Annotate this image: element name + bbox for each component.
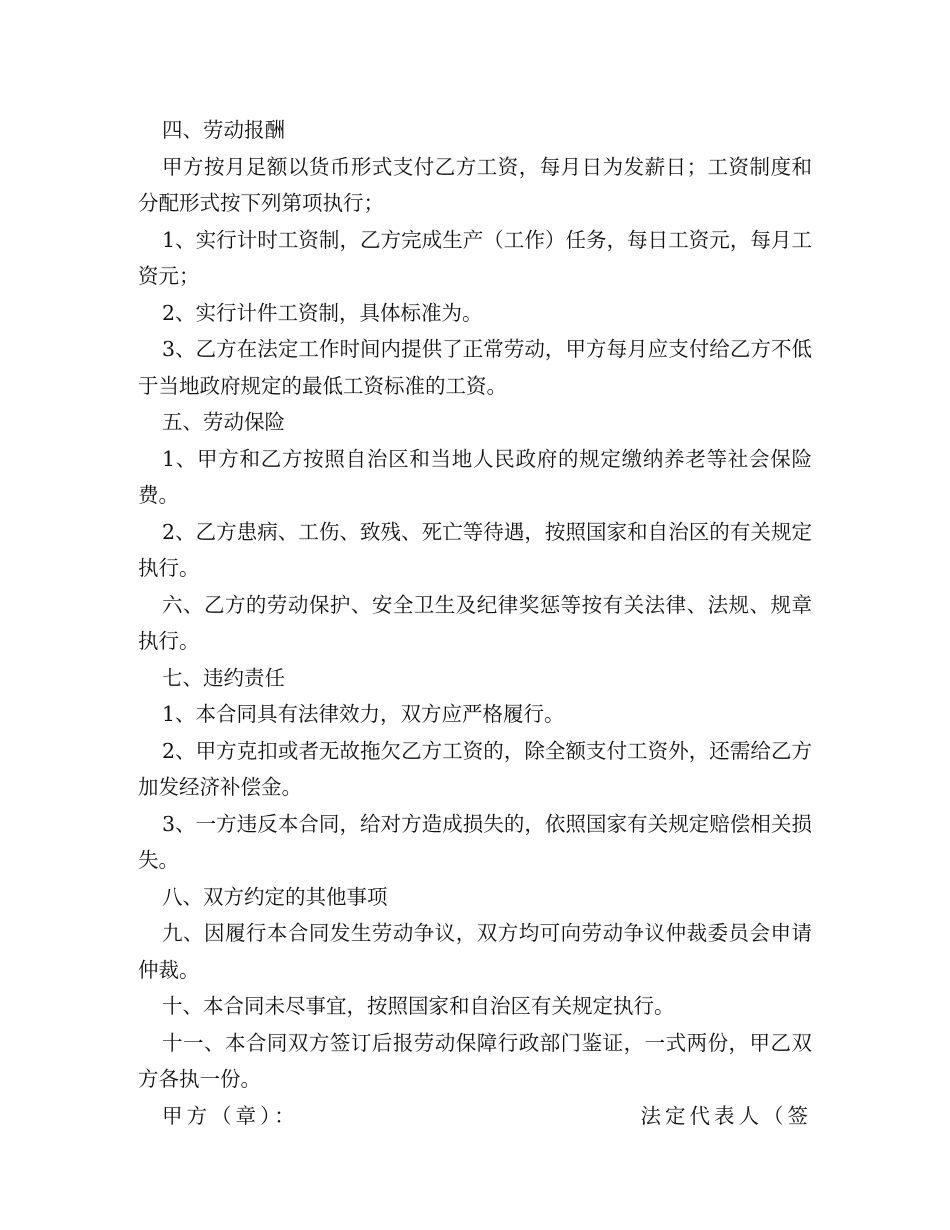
document-body [138, 112, 812, 1134]
paragraph: 1、本合同具有法律效力，双方应严格履行。 [162, 702, 565, 726]
section-heading-liability: 七、违约责任 [162, 665, 285, 690]
paragraph: 甲方按月足额以货币形式支付乙方工资，每月日为发薪日；工资制度和分配形式按下列第项执行； [138, 154, 812, 215]
section-heading-remuneration: 四、劳动报酬 [162, 118, 285, 142]
party-a-seal-label: 甲方（章）： [162, 1103, 299, 1128]
section-heading-unresolved: 十、本合同未尽事宜，按照国家和自治区有关规定执行。 [162, 994, 675, 1018]
section-heading-protection: 六、乙方的劳动保护、安全卫生及纪律奖惩等按有关法律、法规、规章执行。 [138, 592, 812, 653]
paragraph: 2、甲方克扣或者无故拖欠乙方工资的，除全额支付工资外，还需给乙方加发经济补偿金。 [138, 738, 812, 799]
section-heading-insurance: 五、劳动保险 [162, 410, 285, 434]
signature-row [138, 1098, 812, 1135]
paragraph: 3、一方违反本合同，给对方造成损失的，依照国家有关规定赔偿相关损失。 [138, 811, 812, 872]
paragraph: 1、甲方和乙方按照自治区和当地人民政府的规定缴纳养老等社会保险费。 [138, 446, 812, 507]
paragraph: 2、乙方患病、工伤、致残、死亡等待遇，按照国家和自治区的有关规定执行。 [138, 519, 812, 580]
section-heading-disputes: 九、因履行本合同发生劳动争议，双方均可向劳动争议仲裁委员会申请仲裁。 [138, 921, 812, 982]
legal-representative-label: 法定代表人（签 [640, 1103, 812, 1128]
section-heading-attestation: 十一、本合同双方签订后报劳动保障行政部门鉴证，一式两份，甲乙双方各执一份。 [138, 1030, 812, 1091]
paragraph: 1、实行计时工资制，乙方完成生产（工作）任务，每日工资元，每月工资元； [138, 227, 812, 288]
section-heading-other-matters: 八、双方约定的其他事项 [162, 884, 388, 909]
paragraph: 2、实行计件工资制，具体标准为。 [162, 300, 483, 325]
paragraph: 3、乙方在法定工作时间内提供了正常劳动，甲方每月应支付给乙方不低于当地政府规定的最低工资标准的工资。 [138, 337, 812, 398]
